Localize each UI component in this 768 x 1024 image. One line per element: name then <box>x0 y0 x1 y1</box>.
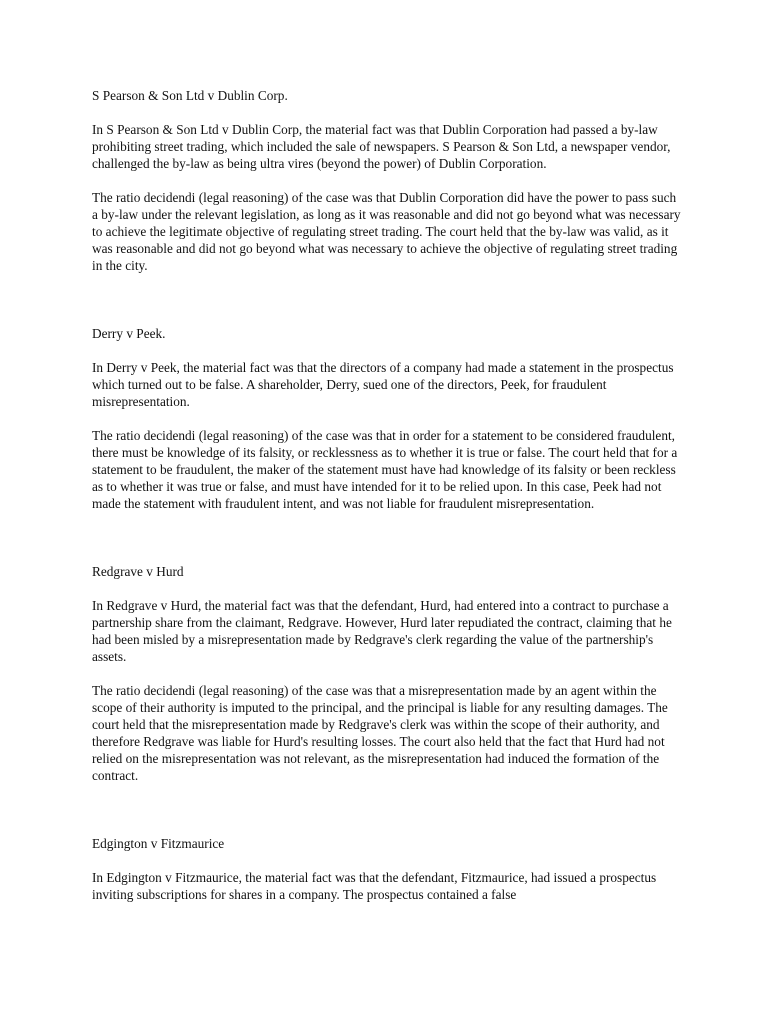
case-redgrave-v-hurd <box>92 563 682 784</box>
material-fact-paragraph: In S Pearson & Son Ltd v Dublin Corp, the material fact was that Dublin Corporation had passed a by-law prohibiting street trading, which included the sale of newspapers. S Pearson & Son Ltd, a newspaper vendor, challenged the by-law as being ultra vires (beyond the power) of Dublin Corporation. <box>92 122 671 171</box>
material-fact-paragraph: In Redgrave v Hurd, the material fact was that the defendant, Hurd, had entered into a contract to purchase a partnership share from the claimant, Redgrave. However, Hurd later repudiated the contract, claiming that he had been misled by a misrepresentation made by Redgrave's clerk regarding the value of the partnership's assets. <box>92 598 672 664</box>
case-heading: Edgington v Fitzmaurice <box>92 836 225 851</box>
case-derry-v-peek <box>92 325 682 512</box>
material-fact-paragraph: In Derry v Peek, the material fact was that the directors of a company had made a statement in the prospectus which turned out to be false. A shareholder, Derry, sued one of the directors, Peek, for fraudulent misrepresentation. <box>92 360 674 409</box>
ratio-decidendi-paragraph: The ratio decidendi (legal reasoning) of the case was that a misrepresentation made by an agent within the scope of their authority is imputed to the principal, and the principal is liable for any resulting damages. The court held that the misrepresentation made by Redgrave's clerk was within the scope of their authority, and therefore Redgrave was liable for Hurd's resulting losses. The court also held that the fact that Hurd had not relied on the misrepresentation was not relevant, as the misrepresentation had induced the formation of the contract. <box>92 683 668 783</box>
document-body <box>92 87 682 920</box>
case-pearson-v-dublin <box>92 87 682 274</box>
case-edgington-v-fitzmaurice <box>92 835 682 903</box>
ratio-decidendi-paragraph: The ratio decidendi (legal reasoning) of the case was that in order for a statement to be considered fraudulent, there must be knowledge of its falsity, or recklessness as to whether it is true or false. The court held that for a statement to be fraudulent, the maker of the statement must have had knowledge of its falsity or been reckless as to whether it was true or false, and must have intended for it to be relied upon. In this case, Peek had not made the statement with fraudulent intent, and was not liable for fraudulent misrepresentation. <box>92 428 678 511</box>
case-heading: S Pearson & Son Ltd v Dublin Corp. <box>92 88 288 103</box>
section-spacer <box>92 801 682 835</box>
case-heading: Derry v Peek. <box>92 326 166 341</box>
material-fact-paragraph: In Edgington v Fitzmaurice, the material fact was that the defendant, Fitzmaurice, had issued a prospectus inviting subscriptions for shares in a company. The prospectus contained a false <box>92 870 657 902</box>
ratio-decidendi-paragraph: The ratio decidendi (legal reasoning) of the case was that Dublin Corporation did have the power to pass such a by-law under the relevant legislation, as long as it was reasonable and did not go beyond what was necessary to achieve the legitimate objective of regulating street trading. The court held that the by-law was valid, as it was reasonable and did not go beyond what was necessary to achieve the objective of regulating street trading in the city. <box>92 190 681 273</box>
case-heading: Redgrave v Hurd <box>92 564 184 579</box>
section-spacer <box>92 529 682 563</box>
section-spacer <box>92 291 682 325</box>
